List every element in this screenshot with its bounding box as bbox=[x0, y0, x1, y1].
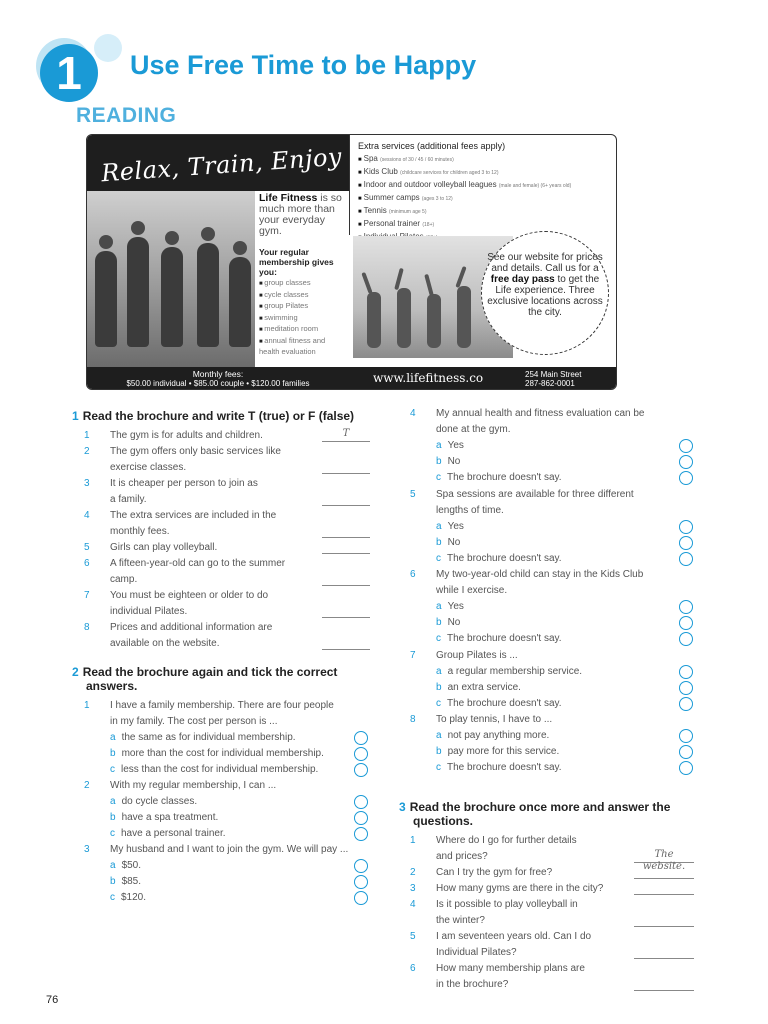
option-text: No bbox=[447, 536, 461, 548]
option-letter: b bbox=[110, 812, 116, 823]
question-text: in my family. The cost per person is ... bbox=[110, 716, 278, 727]
answer-radio[interactable] bbox=[354, 731, 368, 745]
question-text: You must be eighteen or older to do bbox=[110, 590, 269, 601]
option-letter: b bbox=[436, 456, 442, 467]
membership-item: ■ group classes bbox=[259, 278, 345, 290]
question-number: 3 bbox=[410, 883, 416, 894]
question-text: Individual Pilates? bbox=[436, 947, 517, 958]
answer-radio[interactable] bbox=[354, 747, 368, 761]
option-text: not pay anything more. bbox=[447, 730, 550, 741]
answer-option bbox=[110, 858, 141, 874]
membership-list bbox=[259, 278, 345, 357]
answer-option bbox=[110, 810, 218, 826]
exercise-title: answers. bbox=[86, 679, 138, 693]
question-number: 6 bbox=[410, 963, 416, 974]
answer-option bbox=[436, 760, 562, 776]
question-number: 5 bbox=[84, 542, 90, 553]
question-number: 5 bbox=[410, 931, 416, 942]
option-text: Yes bbox=[447, 440, 464, 451]
answer-option bbox=[436, 615, 460, 631]
exercise-title: Read the brochure again and tick the correct bbox=[82, 665, 338, 679]
question-text: I am seventeen years old. Can I do bbox=[436, 931, 592, 942]
answer-field[interactable] bbox=[634, 865, 694, 879]
answer-radio[interactable] bbox=[679, 745, 693, 759]
answer-field[interactable] bbox=[634, 945, 694, 959]
brochure bbox=[86, 134, 617, 390]
membership-item: ■ group Pilates bbox=[259, 301, 345, 313]
answer-radio[interactable] bbox=[354, 795, 368, 809]
exercise-title: questions. bbox=[413, 814, 474, 828]
option-letter: a bbox=[436, 665, 442, 677]
decor-bubble bbox=[94, 34, 122, 62]
question-text: The extra services are included in the bbox=[110, 510, 277, 521]
question-number: 4 bbox=[410, 899, 416, 910]
runners-photo bbox=[87, 191, 259, 367]
membership-heading: Your regular membership gives you: bbox=[259, 247, 334, 277]
answer-option bbox=[110, 890, 146, 906]
answer-radio[interactable] bbox=[679, 665, 693, 679]
question-number: 8 bbox=[410, 714, 416, 725]
question-number: 8 bbox=[84, 622, 90, 633]
question-number: 1 bbox=[84, 700, 90, 711]
answer-field[interactable] bbox=[322, 636, 370, 650]
membership-item: ■ cycle classes bbox=[259, 290, 345, 302]
answer-field[interactable] bbox=[322, 492, 370, 506]
question-text: My husband and I want to join the gym. We will pay ... bbox=[110, 844, 349, 855]
brochure-description bbox=[259, 193, 345, 237]
question-text: The gym offers only basic services like bbox=[110, 446, 281, 457]
option-text: have a personal trainer. bbox=[121, 828, 226, 839]
question-text: Is it possible to play volleyball in bbox=[436, 899, 578, 910]
answer-radio[interactable] bbox=[679, 729, 693, 743]
option-text: more than the cost for individual membership. bbox=[121, 748, 324, 759]
answer-field[interactable] bbox=[322, 524, 370, 538]
circle-text: See our website for prices and details. Call us for a bbox=[487, 252, 603, 274]
question-text: lengths of time. bbox=[436, 504, 504, 516]
question-text: It is cheaper per person to join as bbox=[110, 478, 258, 489]
question-number: 7 bbox=[410, 649, 416, 661]
question-text: Spa sessions are available for three different bbox=[436, 488, 634, 500]
answer-field[interactable]: T bbox=[322, 428, 370, 442]
exercise-heading bbox=[399, 800, 670, 828]
extra-service-name: Summer camps bbox=[363, 193, 420, 202]
question-text: How many gyms are there in the city? bbox=[436, 883, 604, 894]
question-text: exercise classes. bbox=[110, 462, 187, 473]
extra-service-name: Personal trainer bbox=[363, 219, 421, 228]
answer-option bbox=[436, 535, 460, 551]
answer-radio[interactable] bbox=[679, 520, 693, 534]
option-letter: a bbox=[436, 601, 442, 612]
answer-option bbox=[436, 631, 562, 647]
answer-option bbox=[436, 728, 549, 744]
question-text: With my regular membership, I can ... bbox=[110, 780, 277, 791]
exercise-number: 1 bbox=[72, 409, 79, 423]
question-text: My two-year-old child can stay in the Kids Club bbox=[436, 569, 644, 580]
option-text: $120. bbox=[121, 892, 147, 903]
question-text: in the brochure? bbox=[436, 979, 509, 990]
question-text: done at the gym. bbox=[436, 424, 511, 435]
question-number: 2 bbox=[410, 867, 416, 878]
option-letter: b bbox=[436, 681, 442, 693]
question-number: 1 bbox=[410, 835, 416, 846]
extra-service-name: Indoor and outdoor volleyball leagues bbox=[363, 180, 497, 189]
answer-radio[interactable] bbox=[679, 536, 693, 550]
question-text: individual Pilates. bbox=[110, 606, 188, 617]
option-letter: b bbox=[436, 536, 442, 548]
answer-option bbox=[436, 470, 562, 486]
extra-service-item bbox=[358, 192, 610, 205]
question-text: Prices and additional information are bbox=[110, 622, 273, 633]
question-number: 3 bbox=[84, 844, 90, 855]
option-text: The brochure doesn't say. bbox=[447, 697, 562, 709]
answer-option bbox=[436, 664, 582, 680]
extra-services-panel bbox=[349, 135, 617, 235]
answer-field[interactable]: The website. bbox=[634, 849, 694, 863]
answer-radio[interactable] bbox=[679, 697, 693, 711]
circle-text-end: to get the Life experience. Three exclusive locations across the city. bbox=[487, 274, 603, 318]
extra-service-name: Tennis bbox=[363, 206, 387, 215]
extra-service-note: (sessions of 30 / 45 / 60 minutes) bbox=[380, 157, 454, 163]
answer-radio[interactable] bbox=[679, 632, 693, 646]
answer-field[interactable] bbox=[634, 913, 694, 927]
answer-option bbox=[110, 762, 318, 778]
answer-field[interactable] bbox=[322, 460, 370, 474]
website-url: www.lifefitness.co bbox=[373, 371, 484, 385]
street-address: 254 Main Street bbox=[525, 370, 582, 379]
membership-item: ■ swimming bbox=[259, 313, 345, 325]
answer-option bbox=[436, 599, 464, 615]
answer-option bbox=[436, 680, 521, 696]
option-text: less than the cost for individual membership. bbox=[121, 764, 319, 775]
question-text: while I exercise. bbox=[436, 585, 508, 596]
question-number: 7 bbox=[84, 590, 90, 601]
question-text: I have a family membership. There are four people bbox=[110, 700, 334, 711]
question-text: A fifteen-year-old can go to the summer bbox=[110, 558, 286, 569]
info-circle bbox=[481, 231, 609, 355]
question-number: 4 bbox=[84, 510, 90, 521]
option-letter: a bbox=[436, 440, 442, 451]
extra-service-name: Kids Club bbox=[363, 167, 398, 176]
answer-option bbox=[436, 696, 562, 712]
answer-option bbox=[110, 730, 296, 746]
brochure-description-text: is so much more than your everyday gym. bbox=[259, 192, 342, 237]
extra-service-item bbox=[358, 218, 610, 231]
exercise-heading bbox=[72, 409, 354, 423]
extra-service-note: (male and female) (6+ years old) bbox=[498, 183, 572, 189]
answer-radio[interactable] bbox=[679, 600, 693, 614]
option-letter: a bbox=[110, 732, 116, 743]
option-text: $50. bbox=[121, 860, 142, 871]
extra-service-item bbox=[358, 153, 610, 166]
option-letter: a bbox=[110, 860, 116, 871]
option-text: The brochure doesn't say. bbox=[447, 633, 562, 644]
question-text: The gym is for adults and children. bbox=[110, 430, 263, 441]
question-number: 3 bbox=[84, 478, 90, 489]
option-letter: b bbox=[110, 748, 116, 759]
option-text: The brochure doesn't say. bbox=[447, 762, 562, 773]
answer-radio[interactable] bbox=[354, 827, 368, 841]
answer-field[interactable] bbox=[634, 977, 694, 991]
question-number: 6 bbox=[410, 569, 416, 580]
question-text: Can I try the gym for free? bbox=[436, 867, 553, 878]
answer-option bbox=[436, 519, 464, 535]
option-letter: c bbox=[436, 472, 441, 483]
question-text: Group Pilates is ... bbox=[436, 649, 518, 661]
brochure-slogan: Relax, Train, Enjoy bbox=[100, 142, 343, 188]
extra-service-item bbox=[358, 179, 610, 192]
membership-item: ■ meditation room bbox=[259, 324, 345, 336]
option-letter: c bbox=[436, 552, 441, 564]
option-text: No bbox=[447, 617, 461, 628]
exercise-number: 2 bbox=[72, 665, 79, 679]
question-text: To play tennis, I have to ... bbox=[436, 714, 553, 725]
answer-radio[interactable] bbox=[679, 439, 693, 453]
answer-option bbox=[436, 744, 559, 760]
question-number: 2 bbox=[84, 780, 90, 791]
answer-radio[interactable] bbox=[679, 761, 693, 775]
question-text: and prices? bbox=[436, 851, 488, 862]
answer-option bbox=[110, 874, 141, 890]
option-letter: c bbox=[110, 892, 115, 903]
option-text: the same as for individual membership. bbox=[121, 732, 296, 743]
answer-radio[interactable] bbox=[679, 455, 693, 469]
answer-field[interactable] bbox=[322, 572, 370, 586]
address-block bbox=[525, 370, 581, 388]
answer-field[interactable] bbox=[634, 881, 694, 895]
brochure-left-panel bbox=[87, 135, 349, 367]
fees-text: $50.00 individual • $85.00 couple • $120.00 families bbox=[126, 379, 310, 388]
membership-item: ■ annual fitness and health evaluation bbox=[259, 336, 345, 357]
option-letter: c bbox=[110, 828, 115, 839]
option-text: Yes bbox=[447, 520, 464, 532]
answer-option bbox=[110, 746, 324, 762]
exercise-heading bbox=[72, 665, 337, 693]
answer-field[interactable] bbox=[322, 604, 370, 618]
option-letter: b bbox=[436, 746, 442, 757]
answer-radio[interactable] bbox=[354, 811, 368, 825]
option-text: No bbox=[447, 456, 461, 467]
option-text: $85. bbox=[121, 876, 142, 887]
answer-radio[interactable] bbox=[354, 859, 368, 873]
question-text: a family. bbox=[110, 494, 147, 505]
answer-option bbox=[110, 826, 226, 842]
question-number: 1 bbox=[84, 430, 90, 441]
answer-radio[interactable] bbox=[679, 471, 693, 485]
question-number: 2 bbox=[84, 446, 90, 457]
free-day-pass-text: free day pass bbox=[490, 274, 555, 285]
option-letter: c bbox=[436, 697, 441, 709]
extra-service-item bbox=[358, 205, 610, 218]
option-text: an extra service. bbox=[447, 681, 521, 693]
option-text: Yes bbox=[447, 601, 464, 612]
answer-option bbox=[436, 551, 562, 567]
extra-services-list bbox=[358, 153, 610, 244]
extra-service-name: Spa bbox=[363, 154, 378, 163]
option-letter: c bbox=[436, 762, 441, 773]
unit-number: 1 bbox=[40, 44, 98, 102]
answer-radio[interactable] bbox=[679, 552, 693, 566]
answer-radio[interactable] bbox=[679, 681, 693, 695]
option-text: a regular membership service. bbox=[447, 665, 583, 677]
option-letter: b bbox=[110, 876, 116, 887]
extra-service-note: (ages 3 to 12) bbox=[421, 196, 453, 202]
question-number: 6 bbox=[84, 558, 90, 569]
option-letter: a bbox=[110, 796, 116, 807]
exercise-number: 3 bbox=[399, 800, 406, 814]
option-text: have a spa treatment. bbox=[121, 812, 219, 823]
question-text: camp. bbox=[110, 574, 138, 585]
fees-label: Monthly fees: bbox=[192, 369, 244, 379]
option-letter: c bbox=[110, 764, 115, 775]
page-number: 76 bbox=[46, 994, 59, 1006]
phone-number: 287-862-0001 bbox=[525, 379, 575, 388]
extra-service-note: (childcare services for children aged 3 to 12) bbox=[400, 170, 499, 176]
answer-radio[interactable] bbox=[354, 875, 368, 889]
option-text: The brochure doesn't say. bbox=[447, 552, 562, 564]
answer-radio[interactable] bbox=[354, 763, 368, 777]
answer-field[interactable] bbox=[322, 540, 370, 554]
unit-badge bbox=[32, 28, 136, 102]
extra-services-heading: Extra services (additional fees apply) bbox=[358, 141, 506, 151]
option-letter: c bbox=[436, 633, 441, 644]
option-text: do cycle classes. bbox=[121, 796, 198, 807]
question-text: Girls can play volleyball. bbox=[110, 542, 218, 553]
question-number: 4 bbox=[410, 408, 416, 419]
extra-service-item bbox=[358, 166, 610, 179]
option-letter: a bbox=[436, 730, 442, 741]
question-number: 5 bbox=[410, 488, 416, 500]
option-letter: a bbox=[436, 520, 442, 532]
answer-option bbox=[436, 454, 460, 470]
option-text: The brochure doesn't say. bbox=[447, 472, 562, 483]
membership-box bbox=[255, 191, 349, 367]
answer-radio[interactable] bbox=[679, 616, 693, 630]
unit-title: Use Free Time to be Happy bbox=[130, 50, 477, 80]
brand-name: Life Fitness bbox=[259, 192, 318, 204]
question-text: the winter? bbox=[436, 915, 485, 926]
question-text: Where do I go for further details bbox=[436, 835, 577, 846]
brochure-footer bbox=[87, 367, 617, 390]
extra-service-note: (minimum age 5) bbox=[388, 209, 427, 215]
question-text: available on the website. bbox=[110, 638, 220, 649]
question-text: monthly fees. bbox=[110, 526, 170, 537]
exercise-title: Read the brochure once more and answer the bbox=[409, 800, 671, 814]
exercise-title: Read the brochure and write T (true) or F (false) bbox=[82, 409, 355, 423]
answer-option bbox=[110, 794, 197, 810]
question-text: How many membership plans are bbox=[436, 963, 585, 974]
option-text: pay more for this service. bbox=[447, 746, 560, 757]
section-title: READING bbox=[76, 104, 177, 127]
answer-radio[interactable] bbox=[354, 891, 368, 905]
question-text: My annual health and fitness evaluation can be bbox=[436, 408, 645, 419]
option-letter: b bbox=[436, 617, 442, 628]
extra-service-note: (18+) bbox=[422, 222, 435, 228]
answer-option bbox=[436, 438, 464, 454]
